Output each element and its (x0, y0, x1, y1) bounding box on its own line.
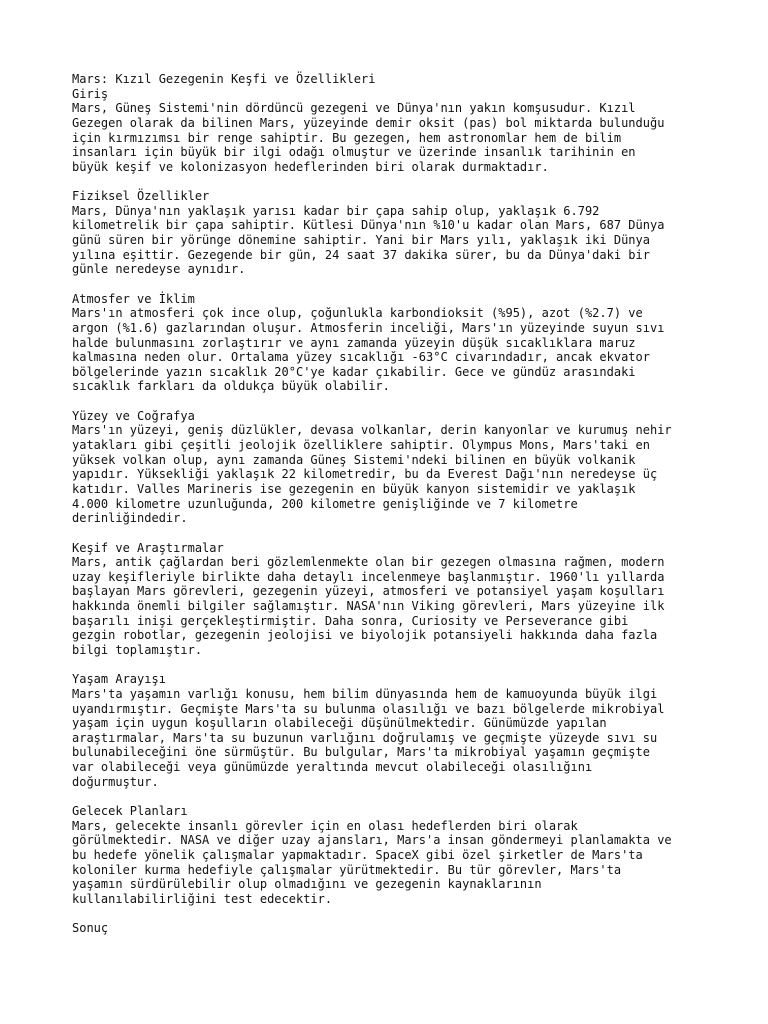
paragraph-line: 4.000 kilometre uzunluğunda, 200 kilometre genişliğinde ve 7 kilometre (72, 496, 578, 511)
paragraph-line: halde bulunmasını zorlaştırır ve aynı zamanda yüzeyin düşük sıcaklıklara maruz (72, 335, 636, 350)
section-surface (72, 409, 712, 526)
paragraph-line: hakkında önemli bilgiler sağlamıştır. NASA'nın Viking görevleri, Mars yüzeyine ilk (72, 599, 665, 614)
paragraph-line: sıcaklık farkları da oldukça büyük olabilir. (72, 379, 390, 394)
paragraph-line: başlayan Mars görevleri, gezegenin yüzeyi, atmosferi ve potansiyel yaşam koşulları (72, 584, 665, 599)
paragraph-line: yüksek volkan olup, aynı zamanda Güneş Sistemi'ndeki bilinen en büyük volkanik (72, 452, 636, 467)
paragraph-line: yatakları gibi çeşitli jeolojik özelliklere sahiptir. Olympus Mons, Mars'taki en (72, 438, 650, 453)
section-future-plans (72, 804, 712, 906)
paragraph-line: uyandırmıştır. Geçmişte Mars'ta su bulunma olasılığı ve bazı bölgelerde mikrobiyal (72, 701, 665, 716)
paragraph-line: Mars'ın atmosferi çok ince olup, çoğunlukla karbondioksit (%95), azot (%2.7) ve (72, 306, 643, 321)
section-heading: Sonuç (72, 921, 109, 936)
paragraph-line: bilgi toplamıştır. (72, 642, 203, 657)
paragraph-line: kilometrelik bir çapa sahiptir. Kütlesi Dünya'nın %10'u kadar olan Mars, 687 Dünya (72, 218, 665, 233)
paragraph-line: araştırmalar, Mars'ta su buzunun varlığını doğrulamış ve geçmişte yüzeyde sıvı su (72, 730, 658, 745)
section-heading: Yüzey ve Coğrafya (72, 408, 195, 423)
document-title: Mars: Kızıl Gezegenin Keşfi ve Özellikleri (72, 72, 376, 86)
paragraph-line: Mars, Dünya'nın yaklaşık yarısı kadar bir çapa sahip olup, yaklaşık 6.792 (72, 203, 600, 218)
paragraph-line: Mars, antik çağlardan beri gözlemlenmekte olan bir gezegen olmasına rağmen, modern (72, 555, 665, 570)
section-heading: Fiziksel Özellikler (72, 189, 210, 204)
paragraph-line: yılına eşittir. Gezegende bir gün, 24 saat 37 dakika sürer, bu da Dünya'daki bir (72, 247, 650, 262)
section-heading: Atmosfer ve İklim (72, 291, 195, 306)
paragraph-line: bulunabileceğini öne sürmüştür. Bu bulgular, Mars'ta mikrobiyal yaşamın geçmişte (72, 745, 650, 760)
section-exploration (72, 541, 712, 658)
paragraph-line: Mars, gelecekte insanlı görevler için en olası hedeflerden biri olarak (72, 818, 578, 833)
section-heading: Keşif ve Araştırmalar (72, 540, 224, 555)
paragraph-line: koloniler kurma hedefiyle çalışmalar yürütmektedir. Bu tür görevler, Mars'ta (72, 862, 622, 877)
paragraph-line: kalmasına neden olur. Ortalama yüzey sıcaklığı -63°C civarındadır, ancak ekvator (72, 350, 650, 365)
section-life-search (72, 672, 712, 789)
paragraph-line: argon (%1.6) gazlarından oluşur. Atmosferin inceliği, Mars'ın yüzeyinde suyun sıvı (72, 320, 665, 335)
paragraph-line: bu hedefe yönelik çalışmalar yapmaktadır. SpaceX gibi özel şirketler de Mars'ta (72, 847, 643, 862)
paragraph-line: katıdır. Valles Marineris ise gezegenin en büyük kanyon sistemidir ve yaklaşık (72, 481, 636, 496)
paragraph-line: insanları için büyük bir ilgi odağı olmuştur ve üzerinde insanlık tarihinin en (72, 145, 636, 160)
paragraph-line: Mars, Güneş Sistemi'nin dördüncü gezegeni ve Dünya'nın yakın komşusudur. Kızıl (72, 101, 636, 116)
intro-heading: Giriş (72, 86, 109, 101)
paragraph-line: büyük keşif ve kolonizasyon hedeflerinden biri olarak durmaktadır. (72, 159, 549, 174)
intro-paragraph (72, 101, 712, 174)
paragraph-line: günü süren bir yörünge dönemine sahiptir. Yani bir Mars yılı, yaklaşık iki Dünya (72, 233, 650, 248)
paragraph-line: Gezegen olarak da bilinen Mars, yüzeyinde demir oksit (pas) bol miktarda bulunduğu (72, 115, 665, 130)
paragraph-line: uzay keşifleriyle birlikte daha detaylı incelenmeye başlanmıştır. 1960'lı yıllarda (72, 569, 665, 584)
section-conclusion (72, 921, 712, 936)
paragraph-line: başarılı inişi gerçekleştirmiştir. Daha sonra, Curiosity ve Perseverance gibi (72, 613, 629, 628)
paragraph-line: var olabileceği veya günümüzde yeraltında mevcut olabileceği olasılığını (72, 760, 593, 775)
section-heading: Gelecek Planları (72, 804, 188, 819)
paragraph-line: yapıdır. Yüksekliği yaklaşık 22 kilometredir, bu da Everest Dağı'nın neredeyse üç (72, 467, 658, 482)
paragraph-line: gezgin robotlar, gezegenin jeolojisi ve biyolojik potansiyeli hakkında daha fazla (72, 628, 658, 643)
paragraph-line: derinliğindedir. (72, 511, 188, 526)
paragraph-line: Mars'ın yüzeyi, geniş düzlükler, devasa volkanlar, derin kanyonlar ve kurumuş nehir (72, 423, 672, 438)
paragraph-line: için kırmızımsı bir renge sahiptir. Bu gezegen, hem astronomlar hem de bilim (72, 130, 622, 145)
paragraph-line: görülmektedir. NASA ve diğer uzay ajansları, Mars'a insan göndermeyi planlamakta ve (72, 833, 672, 848)
section-physical (72, 189, 712, 277)
paragraph-line: yaşamın sürdürülebilir olup olmadığını ve gezegenin kaynaklarının (72, 877, 542, 892)
paragraph-line: yaşam için uygun koşulların olabileceği düşünülmektedir. Günümüzde yapılan (72, 716, 607, 731)
paragraph-line: Mars'ta yaşamın varlığı konusu, hem bilim dünyasında hem de kamuoyunda büyük ilgi (72, 686, 658, 701)
paragraph-line: günle neredeyse aynıdır. (72, 262, 246, 277)
paragraph-line: bölgelerinde yazın sıcaklık 20°C'ye kadar çıkabilir. Gece ve gündüz arasındaki (72, 364, 636, 379)
section-heading: Yaşam Arayışı (72, 672, 166, 687)
section-atmosphere (72, 292, 712, 394)
document-page (72, 72, 712, 936)
paragraph-line: kullanılabilirliğini test edecektir. (72, 891, 333, 906)
paragraph-line: doğurmuştur. (72, 774, 159, 789)
